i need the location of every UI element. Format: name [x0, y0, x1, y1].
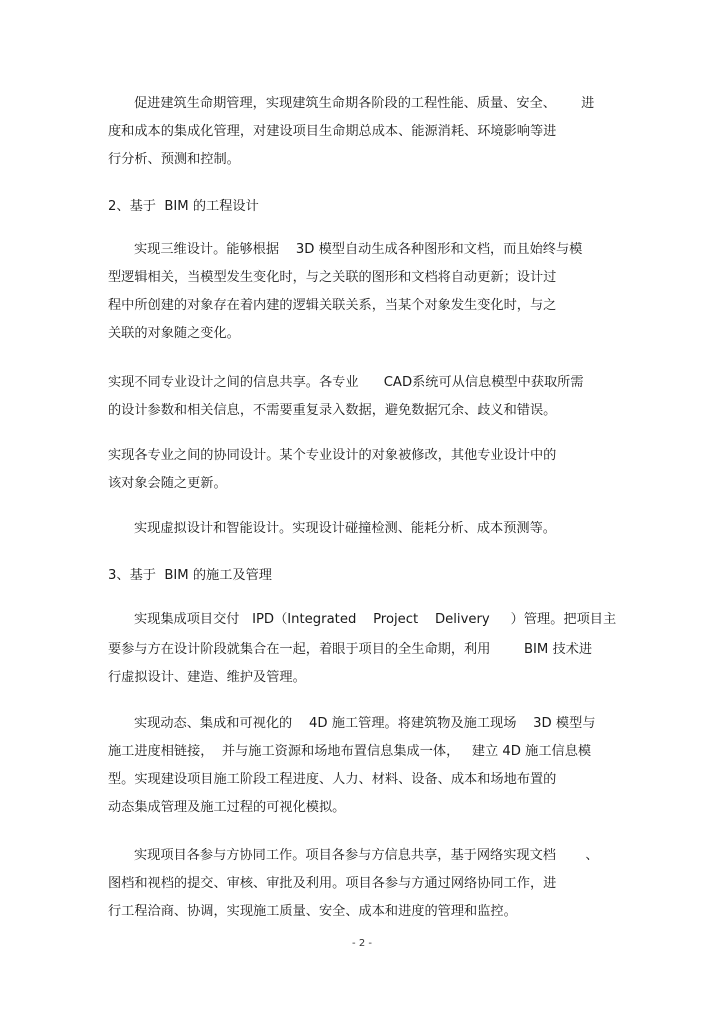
text-line: 实现动态、集成和可视化的 4D 施工管理。将建筑物及施工现场 3D 模型与 — [134, 716, 596, 731]
text-line: 程中所创建的对象存在着内建的逻辑关联关系，当某个对象发生变化时，与之 — [108, 298, 557, 313]
text-line: 度和成本的集成化管理，对建设项目生命期总成本、能源消耗、环境影响等进 — [108, 124, 557, 139]
text-line: 实现集成项目交付 IPD（Integrated Project Delivery ）管理。把项目主 — [134, 612, 617, 627]
text-line: 行分析、预测和控制。 — [108, 152, 240, 167]
text-line: 实现虚拟设计和智能设计。实现设计碰撞检测、能耗分析、成本预测等。 — [134, 521, 556, 536]
section-heading: 3、基于 BIM 的施工及管理 — [108, 568, 272, 583]
section-heading: 2、基于 BIM 的工程设计 — [108, 199, 259, 214]
text-line: 实现项目各参与方协同工作。项目各参与方信息共享，基于网络实现文档 、 — [134, 848, 599, 863]
text-line: 的设计参数和相关信息，不需要重复录入数据，避免数据冗余、歧义和错误。 — [108, 403, 557, 418]
text-line: 行工程洽商、协调，实现施工质量、安全、成本和进度的管理和监控。 — [108, 904, 517, 919]
text-line: 型。实现建设项目施工阶段工程进度、人力、材料、设备、成本和场地布置的 — [108, 772, 557, 787]
text-line: 施工进度相链接， 并与施工资源和场地布置信息集成一体， 建立 4D 施工信息模 — [108, 744, 592, 759]
text-line: 图档和视档的提交、审核、审批及利用。项目各参与方通过网络协同工作，进 — [108, 876, 557, 891]
text-line: 实现三维设计。能够根据 3D 模型自动生成各种图形和文档，而且始终与模 — [134, 242, 583, 257]
text-line: 动态集成管理及施工过程的可视化模拟。 — [108, 800, 346, 815]
text-line: 该对象会随之更新。 — [108, 476, 227, 491]
text-line: 行虚拟设计、建造、维护及管理。 — [108, 670, 306, 685]
text-line: 关联的对象随之变化。 — [108, 326, 240, 341]
text-line: 型逻辑相关，当模型发生变化时，与之关联的图形和文档将自动更新；设计过 — [108, 270, 557, 285]
text-line: 实现不同专业设计之间的信息共享。各专业 CAD系统可从信息模型中获取所需 — [108, 375, 584, 390]
text-line: 促进建筑生命期管理，实现建筑生命期各阶段的工程性能、质量、安全、 进 — [134, 96, 595, 111]
text-line: 实现各专业之间的协同设计。某个专业设计的对象被修改，其他专业设计中的 — [108, 448, 557, 463]
text-line: 要参与方在设计阶段就集合在一起，着眼于项目的全生命期，利用 BIM 技术进 — [108, 642, 593, 657]
page-number: - 2 - — [352, 938, 372, 949]
